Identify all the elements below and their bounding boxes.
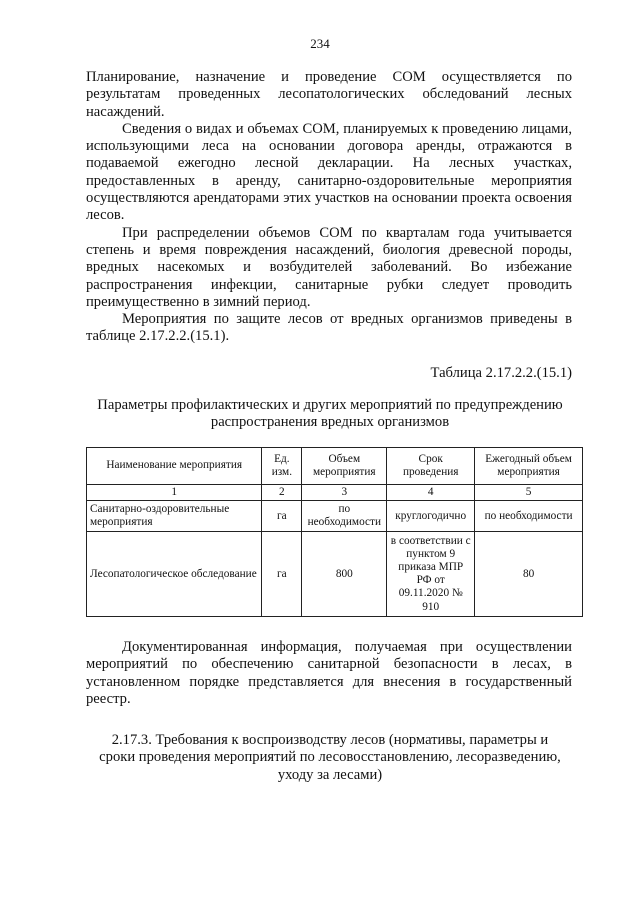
header-cell: Объем мероприятия — [302, 448, 387, 485]
table-title-line-1: Параметры профилактических и других мероприятий по предупреждению — [97, 397, 563, 413]
paragraph-table-reference: Мероприятия по защите лесов от вредных организмов приведены в таблице 2.17.2.2.(15.1). — [86, 311, 572, 345]
intro-text — [86, 69, 572, 346]
section-heading-line-2: сроки проведения мероприятий по лесовосстановлению, лесоразведению, — [99, 749, 561, 766]
table-cell: по необходимости — [475, 501, 583, 532]
column-number: 3 — [302, 485, 387, 501]
header-cell: Ед. изм. — [262, 448, 302, 485]
header-cell: Ежегодный объем мероприятия — [475, 448, 583, 485]
table-cell: га — [262, 532, 302, 617]
column-number: 4 — [387, 485, 475, 501]
table-title — [70, 397, 590, 432]
header-cell: Наименование мероприятия — [87, 448, 262, 485]
measures-table — [86, 447, 583, 617]
table-cell: в соответствии с пунктом 9 приказа МПР РФ от 09.11.2020 № 910 — [387, 532, 475, 617]
table-cell: 800 — [302, 532, 387, 617]
table-label: Таблица 2.17.2.2.(15.1) — [430, 365, 572, 381]
section-heading-line-3: уходу за лесами) — [277, 766, 383, 783]
paragraph-documented-info: Документированная информация, получаемая при осуществлении мероприятий по обеспечению санитарной безопасности в лесах, в установленном порядке представляется для внесения в государственный реестр. — [86, 639, 572, 707]
column-number: 5 — [475, 485, 583, 501]
table-cell: 80 — [475, 532, 583, 617]
paragraph-distribution: При распределении объемов СОМ по кварталам года учитывается степень и время повреждения насаждений, биология древесной породы, вредных насекомых и возбудителей заболеваний. Во избежание распространения инфекции, санитарные рубки следует проводить преимущественно в зимний период. — [86, 224, 572, 310]
table-cell: га — [262, 501, 302, 532]
paragraph-declaration: Сведения о видах и объемах СОМ, планируемых к проведению лицами, использующими леса на основании договора аренды, отражаются в подаваемой ежегодно лесной декларации. На лесных участках, предоставленных в аренду, санитарно-оздоровительные мероприятия осуществляются арендаторами этих участков на основании проекта освоения лесов. — [86, 120, 572, 224]
page-number: 234 — [310, 36, 330, 51]
table-cell: круглогодично — [387, 501, 475, 532]
table-row — [87, 532, 583, 617]
paragraph-planning: Планирование, назначение и проведение СОМ осуществляется по результатам проведенных лесопатологических обследований лесных насаждений. — [86, 69, 572, 120]
table-title-line-2: распространения вредных организмов — [210, 414, 450, 431]
section-heading-line-1: 2.17.3. Требования к воспроизводству лесов (нормативы, параметры и — [111, 732, 549, 748]
header-cell: Срок проведения — [387, 448, 475, 485]
table-cell: Лесопатологическое обследование — [87, 532, 262, 617]
table-row — [87, 501, 583, 532]
table-number-row — [87, 485, 583, 501]
table-cell: по необходимости — [302, 501, 387, 532]
section-heading — [70, 732, 590, 784]
table-cell: Санитарно-оздоровительные мероприятия — [87, 501, 262, 532]
column-number: 2 — [262, 485, 302, 501]
column-number: 1 — [87, 485, 262, 501]
table-header-row — [87, 448, 583, 485]
